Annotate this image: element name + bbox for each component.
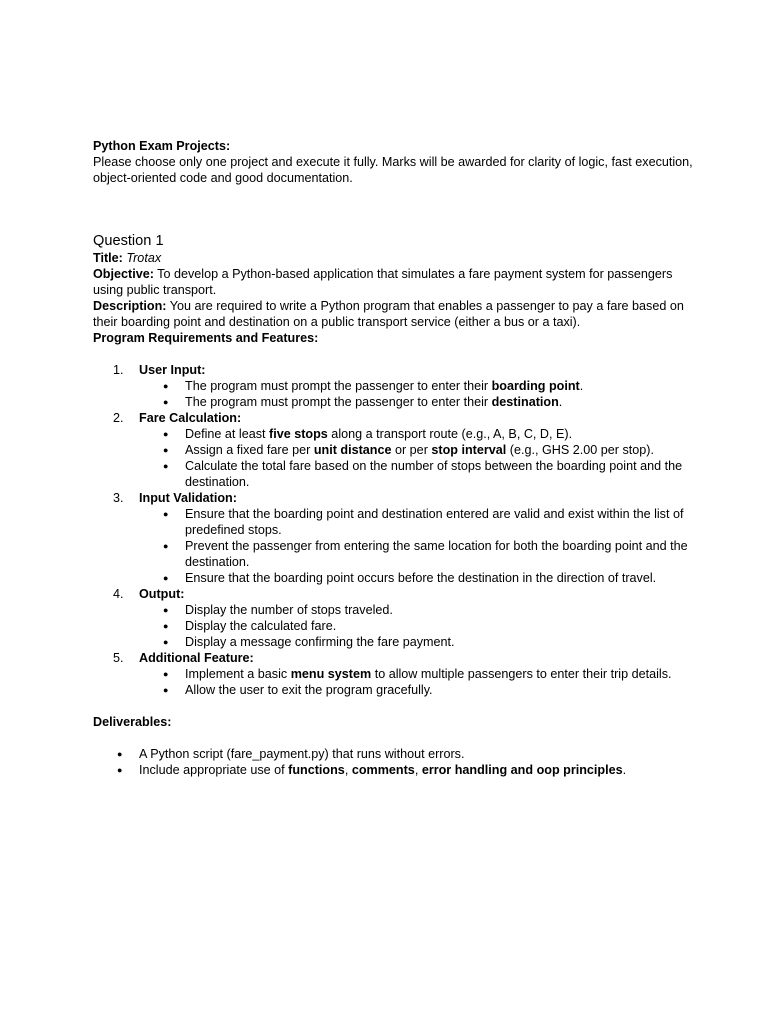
list-item: ● Display a message confirming the fare payment. bbox=[139, 634, 693, 650]
list-item: ● Allow the user to exit the program gracefully. bbox=[139, 682, 693, 698]
list-item: ● Display the number of stops traveled. bbox=[139, 602, 693, 618]
requirement-fare-calculation: 2. Fare Calculation: ● Define at least five stops along a transport route (e.g., A, B, C, D, E). ● Assign a fixed fare per unit distance or per stop interval (e.g., GHS 2.00 per stop). ● Calculate the total fare based on the number of stops between the boarding point and the destination. bbox=[93, 410, 693, 490]
requirement-output: 4. Output: ● Display the number of stops traveled. ● Display the calculated fare. ● Display a message confirming the fare payment. bbox=[93, 586, 693, 650]
list-item: ● Prevent the passenger from entering the same location for both the boarding point and the destination. bbox=[139, 538, 693, 570]
deliverables-heading: Deliverables: bbox=[93, 715, 172, 729]
document-content bbox=[93, 138, 693, 778]
list-item: ● The program must prompt the passenger to enter their boarding point. bbox=[139, 378, 693, 394]
list-item: ● The program must prompt the passenger to enter their destination. bbox=[139, 394, 693, 410]
list-item: ● Calculate the total fare based on the number of stops between the boarding point and the destination. bbox=[139, 458, 693, 490]
list-item: ● Ensure that the boarding point occurs before the destination in the direction of travel. bbox=[139, 570, 693, 586]
deliverables-list bbox=[93, 746, 693, 778]
question-heading: Question 1 bbox=[93, 233, 164, 249]
intro-heading: Python Exam Projects: bbox=[93, 139, 231, 153]
requirement-additional-feature: 5. Additional Feature: ● Implement a basic menu system to allow multiple passengers to enter their trip details. ● Allow the user to exit the program gracefully. bbox=[93, 650, 693, 698]
requirement-input-validation: 3. Input Validation: ● Ensure that the boarding point and destination entered are valid and exist within the list of predefined stops. ● Prevent the passenger from entering the same location for both the boarding point and the destination. ● Ensure that the boarding point occurs before the destination in the direction of travel. bbox=[93, 490, 693, 586]
list-item: ● Display the calculated fare. bbox=[139, 618, 693, 634]
list-item: ● Ensure that the boarding point and destination entered are valid and exist within the list of predefined stops. bbox=[139, 506, 693, 538]
question-objective: Objective: To develop a Python-based application that simulates a fare payment system for passengers using public transport. bbox=[93, 267, 673, 297]
question-title: Title: Trotax bbox=[93, 251, 162, 265]
requirements-heading: Program Requirements and Features: bbox=[93, 331, 319, 345]
list-item: ● Assign a fixed fare per unit distance or per stop interval (e.g., GHS 2.00 per stop). bbox=[139, 442, 693, 458]
list-item: ● A Python script (fare_payment.py) that runs without errors. bbox=[93, 746, 693, 762]
requirements-list bbox=[93, 362, 693, 698]
list-item: ● Define at least five stops along a transport route (e.g., A, B, C, D, E). bbox=[139, 426, 693, 442]
list-item: ● Implement a basic menu system to allow multiple passengers to enter their trip details. bbox=[139, 666, 693, 682]
intro-text: Please choose only one project and execute it fully. Marks will be awarded for clarity of logic, fast execution, object-oriented code and good documentation. bbox=[93, 155, 693, 185]
requirement-user-input: 1. User Input: ● The program must prompt the passenger to enter their boarding point. ● The program must prompt the passenger to enter their destination. bbox=[93, 362, 693, 410]
list-item: ● Include appropriate use of functions, comments, error handling and oop principles. bbox=[93, 762, 693, 778]
question-description: Description: You are required to write a Python program that enables a passenger to pay a fare based on their boarding point and destination on a public transport service (either a bus or a taxi). bbox=[93, 299, 684, 329]
